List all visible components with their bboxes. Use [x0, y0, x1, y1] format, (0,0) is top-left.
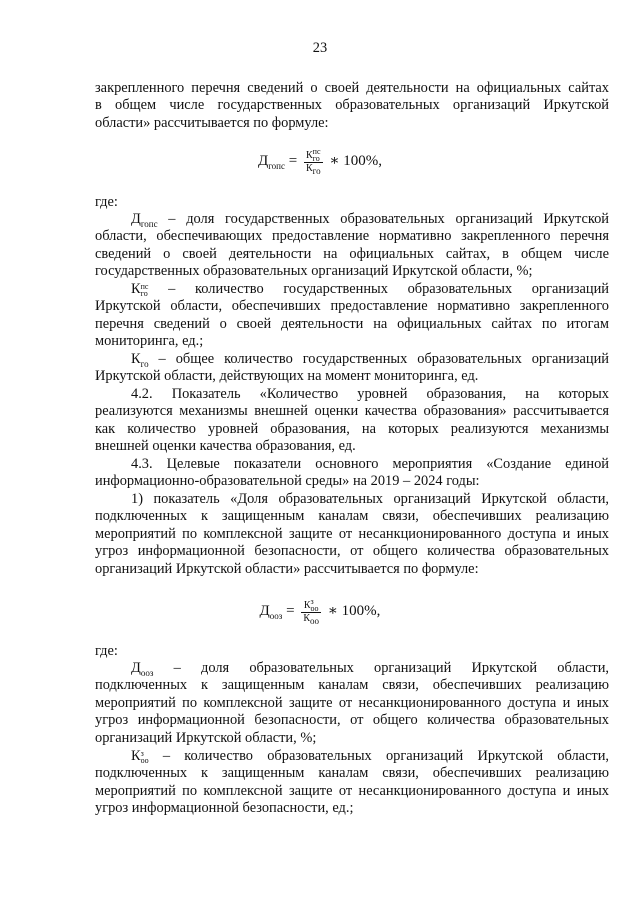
text-line: К з оо – количество образовательных организаций Иркутской области,: [131, 748, 609, 765]
text-line: организаций Иркутской области, %;: [95, 729, 317, 746]
text-line: как количество уровней образования, на которых реализуются механизмы: [95, 420, 609, 437]
paragraph-4-2: [95, 386, 609, 456]
formula-equals: =: [288, 152, 298, 169]
where-label: где:: [95, 194, 118, 210]
text-line: подключенных к защищенным каналам связи, обеспечивших реализацию: [95, 677, 609, 694]
definition-kps: [95, 281, 609, 351]
text-line: мероприятий по комплексной защите от несанкционированного доступа и иных: [95, 694, 609, 711]
definition-koo: [95, 748, 609, 818]
text-line: реализуются механизмы внешней оценки качества образования» рассчитывается: [95, 403, 609, 420]
text-line: области, обеспечивающих предоставление нормативно закрепленного перечня: [95, 228, 609, 245]
text-line: 1) показатель «Доля образовательных организаций Иркутской области,: [131, 491, 609, 507]
text-line: организаций Иркутской области» рассчитывается по формуле:: [95, 560, 479, 577]
text-line: мероприятий по комплексной защите от несанкционированного доступа и иных: [95, 782, 609, 799]
text-line: Иркутской области, обеспечивших предоставление нормативно закрепленного: [95, 298, 609, 315]
definition-dgops: [95, 211, 609, 281]
text-line: перечня сведений о своей деятельности на официальных сайтах по итогам: [95, 315, 609, 332]
text-line: внешней оценки качества образования, ед.: [95, 438, 356, 455]
text-line: мероприятий по комплексной защите от несанкционированного доступа и иных: [95, 525, 609, 542]
text-line: подключенных к защищенным каналам связи, обеспечивших реализацию: [95, 508, 609, 525]
formula-fraction: К пс го $К_{го}$: [305, 147, 321, 176]
intro-paragraph: [95, 80, 609, 132]
text-line: 4.3. Целевые показатели основного мероприятия «Создание единой: [131, 456, 609, 472]
formula-fraction: К з оо $К_{оо}$: [303, 597, 319, 626]
page-number: 23: [312, 40, 328, 56]
text-line: государственных образовательных организаций Иркутской области, %;: [95, 263, 533, 280]
text-line: мониторинга, ед.;: [95, 333, 204, 350]
formula-dooz: [0, 598, 640, 625]
text-line: $Д_{гопс}$ – доля государственных образовательных организаций Иркутской: [131, 211, 609, 229]
where-label: где:: [95, 643, 118, 659]
text-line: в общем числе государственных образовательных организаций Иркутской: [95, 97, 609, 114]
text-line: Иркутской области, действующих на момент мониторинга, ед.: [95, 368, 479, 385]
text-line: 4.2. Показатель «Количество уровней образования, на которых: [131, 386, 609, 402]
text-line: области» рассчитывается по формуле:: [95, 114, 329, 131]
formula-dgops: [0, 148, 640, 175]
definition-kgo: [95, 351, 609, 386]
formula-multiplier: ∗ 100%,: [329, 152, 383, 169]
definition-dooz: [95, 660, 609, 747]
text-line: $К_{го}$ – общее количество государственных образовательных организаций: [131, 351, 609, 369]
formula-equals: =: [286, 602, 295, 619]
formula-multiplier: ∗ 100%,: [327, 602, 381, 619]
text-line: сведений о своей деятельности на официальных сайтах, в общем числе: [95, 245, 609, 262]
text-line: информационно-образовательной среды» на 2019 – 2024 годы:: [95, 473, 480, 490]
formula-lhs: $Д_{ооз}$: [259, 602, 283, 621]
text-line: угроз информационной безопасности, ед.;: [95, 800, 354, 817]
text-line: $Д_{ооз}$ – доля образовательных организаций Иркутской области,: [131, 660, 609, 678]
text-line: угроз информационной безопасности, от общего количества образовательных: [95, 543, 609, 560]
formula-lhs: $Д_{гопс}$: [257, 152, 285, 171]
paragraph-4-3: [95, 456, 609, 491]
text-line: угроз информационной безопасности, от общего количества образовательных: [95, 712, 609, 729]
paragraph-indicator-1: [95, 491, 609, 578]
text-line: подключенных к защищенным каналам связи, обеспечивших реализацию: [95, 765, 609, 782]
text-line: К пс го – количество государственных образовательных организаций: [131, 281, 609, 298]
text-line: закрепленного перечня сведений о своей деятельности на официальных сайтах: [95, 80, 609, 96]
